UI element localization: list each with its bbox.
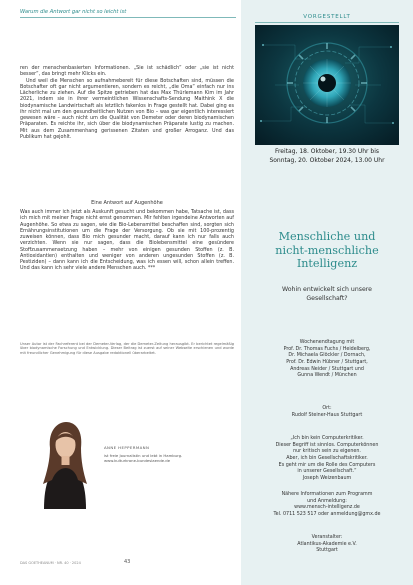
speaker: Andreas Neider / Stuttgart und	[290, 366, 364, 372]
event-venue	[249, 406, 405, 419]
article-paragraph: Was auch immer ich jetzt als Auskunft gesucht und bekommen habe, Tatsache ist, dass ich mich mit meiner Frage nicht ernst genommen. Mir fehlten irgendeine Antworten auf Augenhöhe. So etwa zu sagen, wie die Bio-Lebensmittel beschaffen sind, sorgten sich Ernährungsinstitutionen um die Frage der Versorgung. Ob sie mit 100-prozentig zuweisen können, dass Bio mich gesunder macht, darauf kann ich nur falls auch verzichten. Wenn sie nur sagen, dass die Biolebensmittel eine gesündere Stoffzusammensetzung haben – mehr von einigen gesunden Stoffen (z. B. Antioxidantien) enthalten und weniger von anderen ungesunden Stoffen (z. B. Pestiziden) – dann kann ich die Entscheidung, was ich essen will, schon allein treffen. Und das kann ich sehr viele andere Menschen auch. ***	[20, 209, 234, 272]
venue-name: Rudolf Steiner-Haus Stuttgart	[291, 412, 363, 418]
event-date-line: Freitag, 18. Oktober, 19.30 Uhr bis	[274, 148, 380, 155]
speaker: Prof. Dr. Edwin Hübner / Stuttgart,	[286, 359, 368, 365]
article-body-part-1	[20, 65, 234, 140]
quote-author: Joseph Weizenbaum	[302, 475, 352, 481]
event-quote	[249, 436, 405, 483]
event-title-line: Menschliche und	[278, 230, 376, 243]
section-rule	[255, 22, 399, 23]
venue-label: Ort:	[322, 406, 332, 411]
running-head: Warum die Antwort gar nicht so leicht ist	[20, 9, 127, 15]
event-sidebar	[241, 0, 413, 585]
quote-line: Dieser Begriff ist sinnlos. Computerkönnen	[275, 442, 379, 448]
quote-line: nur kritisch sein zu eigenen.	[293, 449, 361, 455]
contact-phone-email[interactable]: Tel. 0711 523 517 oder anmeldung@gmx.de	[273, 511, 381, 517]
author-bio	[104, 454, 204, 464]
event-date-line: Sonntag, 20. Oktober 2024, 13.00 Uhr	[269, 156, 385, 164]
quote-line: Aber, ich bin Gesellschaftskritiker.	[286, 455, 368, 461]
quote-line: „Ich bin kein Computerkritiker.	[290, 436, 364, 441]
speaker: Gunna Wendt / München	[297, 373, 357, 379]
author-name: ANNE HEPPERMANN	[104, 445, 150, 450]
article-paragraph: Und weil die Menschen so aufnahmebereit für diese Botschaften sind, müssen die Botschafter oft gar nicht argumentieren, sondern es reicht, „die Oma“ einfach nur ins Lächerliche zu ziehen. Auf die Spitze getrieben hat das Max Thürlemann Kim im Jahr 2021, indem sie in ihrer vermeintlichen Wissenschafts-Sendung Maithink X die biodynamische Landwirtschaft als letztlich fakenlos in Frage gestellt hat. Dabei ging es ihr nicht mal um den gesundheitlichen Nutzen von Bio – was gar eigentlich interessiert gewesen wäre – auch nicht um die Qualität von Demeter oder deren biodynamischen Präparaten. Es reichte ihr, sich über die biodynamischen Präparate lustig zu machen. Mit aus dem Zusammenhang gerissenen Zitaten und großer Arroganz. Und das Publikum hat gejohlt.	[20, 77, 234, 140]
quote-line: in unserer Gesellschaft.“	[297, 469, 357, 475]
speakers-intro: Wochenendtagung mit	[299, 340, 355, 345]
quote-line: Es geht mir um die Rolle des Computers	[278, 462, 376, 468]
article-subheading: Eine Antwort auf Augenhöhe	[91, 200, 163, 206]
event-contact	[249, 492, 405, 519]
author-bio-line: ist freie Journalistin und lebt in Hamburg.	[104, 453, 183, 458]
section-label: VORGESTELLT	[303, 14, 351, 20]
organizer-city: Stuttgart	[316, 548, 338, 554]
event-title-line: Intelligenz	[296, 257, 358, 271]
event-subtitle-line: Gesellschaft?	[306, 295, 348, 302]
event-title-line: nicht-menschliche	[275, 243, 379, 257]
contact-line: Nähere Informationen zum Programm	[281, 492, 373, 497]
event-date	[247, 148, 407, 165]
page-number: 43	[124, 559, 131, 565]
article-body-part-2	[20, 209, 234, 272]
author-footnote: Unser Autor ist der Fachreferent bei der Demeter-Verlag, der die Demeter-Zeitung herausgibt. Er berichtet regelmäßig über biodynamische Forschung und Entwicklung. Dieser Beitrag ist zuerst auf seiner Webseite erschienen und wurde mit freundlicher Genehmigung für diese Ausgabe redaktionell überarbeitet.	[20, 342, 234, 355]
footer-publication: DAS GOETHEANUM · NR. 40 · 2024	[20, 561, 81, 565]
header-rule	[20, 17, 236, 18]
event-organizer	[249, 535, 405, 555]
event-title	[247, 230, 407, 271]
event-subtitle	[251, 285, 403, 303]
event-subtitle-line: Wohin entwickelt sich unsere	[281, 286, 372, 293]
event-speakers	[249, 340, 405, 380]
contact-website[interactable]: www.mensch-intelligenz.de	[294, 505, 360, 511]
author-photo	[30, 414, 100, 509]
speaker: Dr. Michaela Glöckler / Dornach,	[288, 353, 366, 359]
cyber-eye-image	[255, 25, 399, 145]
organizer-name: Atlantikus-Akademie e.V.	[297, 541, 357, 547]
organizer-label: Veranstalter:	[311, 535, 343, 540]
author-website: www.kulturkrone-bundeslaende.de	[104, 457, 171, 463]
contact-line: und Anmeldung:	[307, 498, 347, 504]
speaker: Prof. Dr. Thomas Fuchs / Heidelberg,	[283, 346, 371, 352]
article-paragraph: ren der menschenbasierten Informationen. „Sie ist schädlich“ oder „sie ist nicht besser“, das bringt mehr Klicks ein.	[20, 65, 234, 78]
